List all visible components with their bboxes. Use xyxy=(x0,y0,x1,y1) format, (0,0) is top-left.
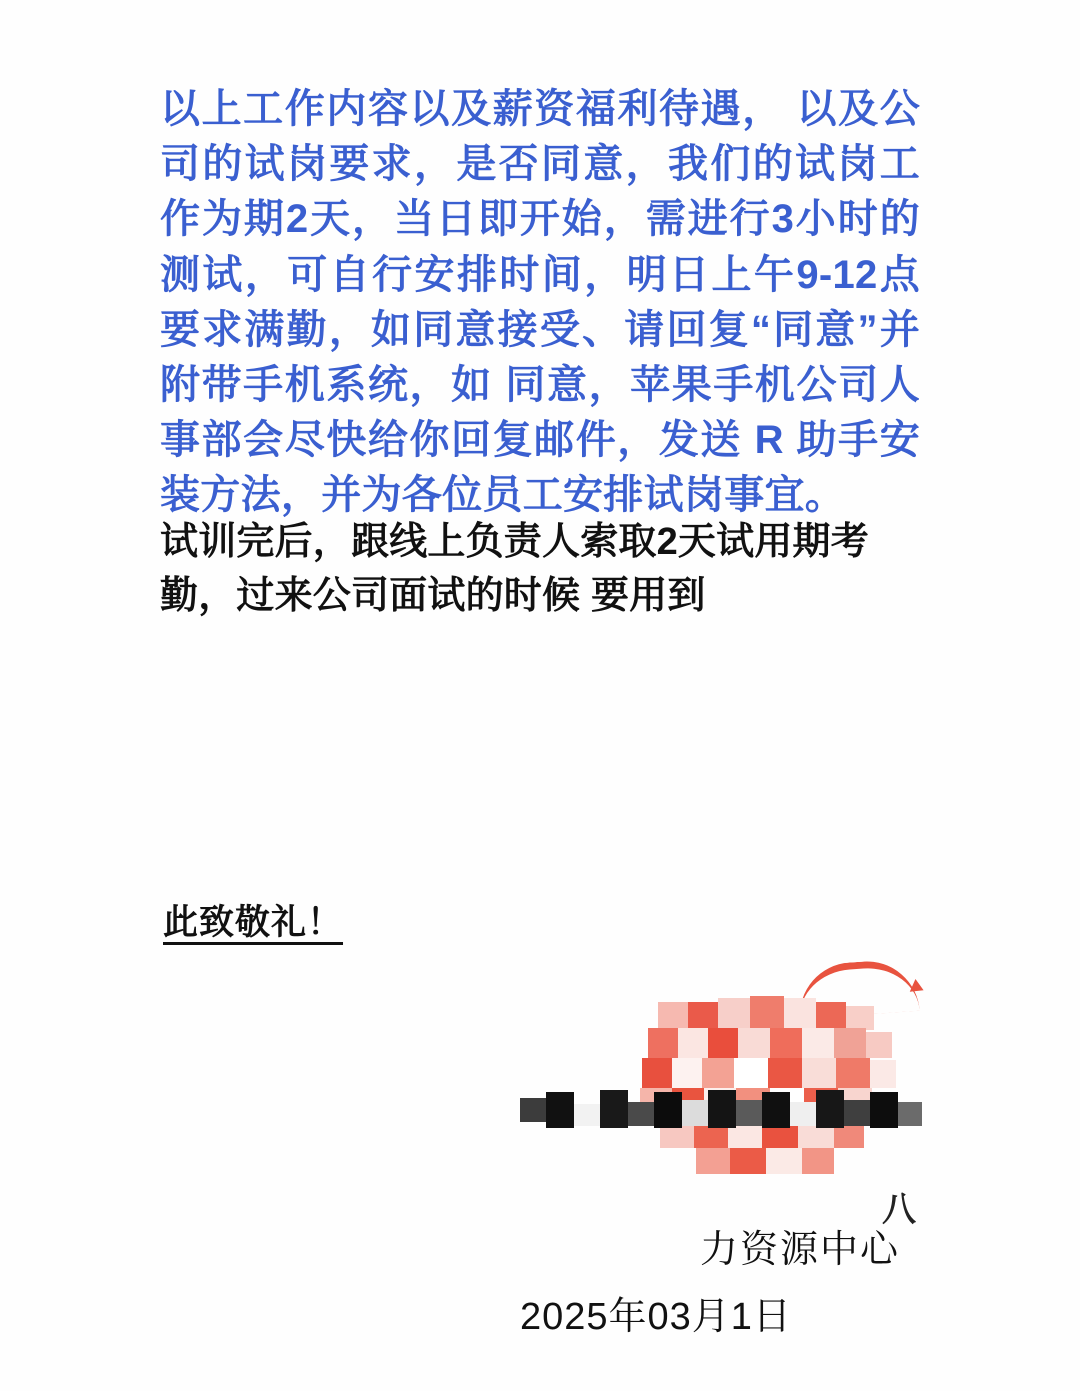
department-name: 力资源中心 xyxy=(700,1229,901,1271)
signature-block xyxy=(510,940,940,1340)
notice-paragraph-black: 试训完后，跟线上负责人索取2天试用期考勤，过来公司面试的时候 要用到 xyxy=(160,521,869,617)
redacted-company-name xyxy=(520,1088,932,1132)
closing-salutation: 此致敬礼！ xyxy=(163,903,344,942)
partial-character-glyph: 八 xyxy=(882,1191,916,1229)
signature-date: 2025年03月1日 xyxy=(520,1296,792,1338)
redacted-seal-icon xyxy=(630,950,900,1190)
notice-paragraph-blue: 以上工作内容以及薪资福利待遇， 以及公司的试岗要求，是否同意，我们的试岗工作为期2天，当日即开始，需进行3小时的测试，可自行安排时间，明日上午9-12点要求满勤，如同意接受、请回复“同意”并附带手机系统，如 同意，苹果手机公司人事部会尽快给你回复邮件，发送 R 助手安装方法，并为各位员工安排试岗事宜。 xyxy=(160,87,920,518)
